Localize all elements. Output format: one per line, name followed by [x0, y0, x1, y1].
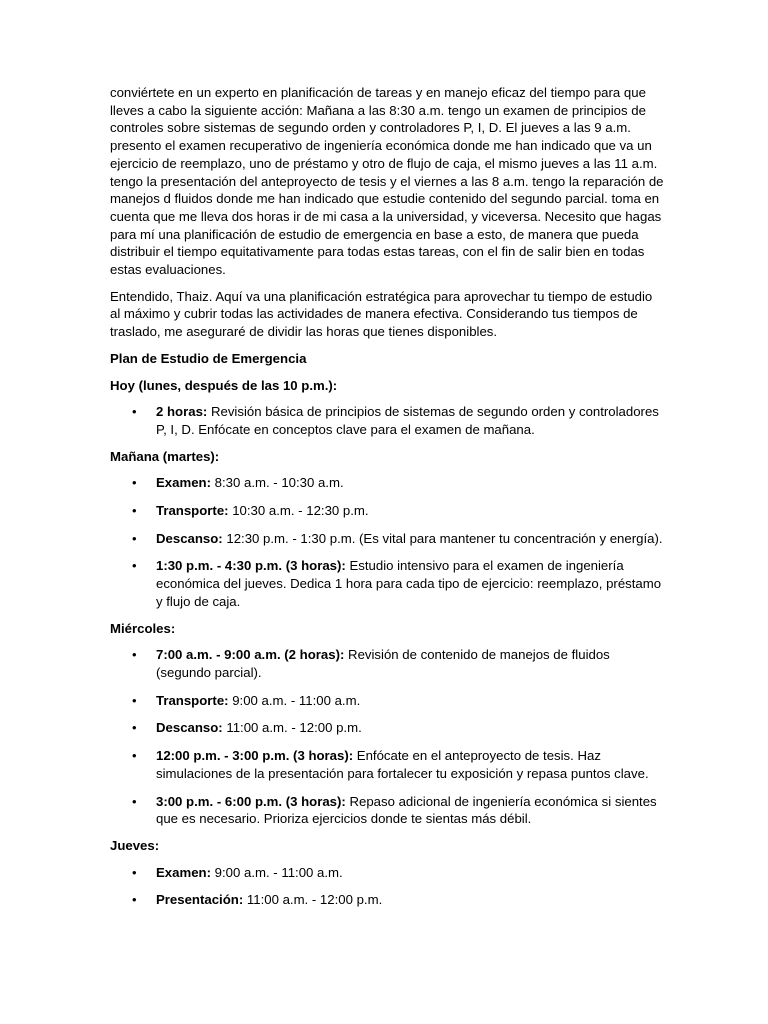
item-text: Revisión básica de principios de sistemas de segundo orden y controladores P, I, D. Enfócate en conceptos clave para el examen de mañana. — [156, 404, 659, 437]
item-label: 12:00 p.m. - 3:00 p.m. (3 horas): — [156, 748, 354, 764]
bullet-icon: • — [132, 692, 137, 708]
section-heading: Jueves: — [110, 837, 160, 853]
list-item — [110, 646, 664, 681]
list-item — [110, 474, 664, 492]
bullet-icon: • — [132, 748, 137, 764]
plan-sections — [110, 377, 664, 909]
item-text: 11:00 a.m. - 12:00 p.m. — [222, 720, 362, 736]
section-heading: Hoy (lunes, después de las 10 p.m.): — [110, 377, 338, 393]
bullet-icon: • — [132, 558, 137, 574]
item-label: 3:00 p.m. - 6:00 p.m. (3 horas): — [156, 793, 346, 809]
bullet-icon: • — [132, 530, 137, 546]
section-list — [110, 474, 664, 610]
list-item — [110, 557, 664, 610]
item-label: 2 horas: — [156, 404, 208, 420]
list-item — [110, 793, 664, 828]
list-item — [110, 719, 664, 737]
bullet-icon: • — [132, 503, 137, 519]
item-text: 10:30 a.m. - 12:30 p.m. — [228, 503, 369, 519]
item-text: Revisión de contenido de manejos de fluidos (segundo parcial). — [156, 647, 610, 680]
section-list — [110, 864, 664, 909]
bullet-icon: • — [132, 720, 137, 736]
item-text: 9:00 a.m. - 11:00 a.m. — [228, 692, 361, 708]
bullet-icon: • — [132, 892, 137, 908]
item-label: Descanso: — [156, 720, 223, 736]
plan-title: Plan de Estudio de Emergencia — [110, 350, 307, 366]
section-heading: Miércoles: — [110, 620, 176, 636]
intro-paragraph: conviértete en un experto en planificación de tareas y en manejo eficaz del tiempo para que lleves a cabo la siguiente acción: Mañana a las 8:30 a.m. tengo un examen de principios de controles sobre sistemas de segundo orden y controladores P, I, D. El jueves a las 9 a.m. presento el examen recuperativo de ingeniería económica donde me han indicado que va un ejercicio de reemplazo, uno de préstamo y otro de flujo de caja, el mismo jueves a las 11 a.m. tengo la presentación del anteproyecto de tesis y el viernes a las 8 a.m. tengo la reparación de manejos d fluidos donde me han indicado que estudie contenido del segundo parcial. toma en cuenta que me lleva dos horas ir de mi casa a la universidad, y viceversa. Necesito que hagas para mí una planificación de estudio de emergencia en base a esto, de manera que pueda distribuir el tiempo equitativamente para todas estas tareas, con el fin de salir bien en todas estas evaluaciones. — [110, 85, 664, 278]
item-label: Examen: — [156, 864, 211, 880]
bullet-icon: • — [132, 647, 137, 663]
response-paragraph: Entendido, Thaiz. Aquí va una planificación estratégica para aprovechar tu tiempo de estudio al máximo y cubrir todas las actividades de manera efectiva. Considerando tus tiempos de traslado, me aseguraré de dividir las horas que tienes disponibles. — [110, 288, 653, 340]
item-text: 12:30 p.m. - 1:30 p.m. (Es vital para mantener tu concentración y energía). — [222, 530, 663, 546]
list-item — [110, 530, 664, 548]
list-item — [110, 864, 664, 882]
item-label: Descanso: — [156, 530, 223, 546]
list-item — [110, 747, 664, 782]
item-label: Transporte: — [156, 503, 229, 519]
list-item — [110, 502, 664, 520]
item-text: Enfócate en el anteproyecto de tesis. Haz simulaciones de la presentación para fortalecer tu exposición y repasa puntos clave. — [156, 748, 649, 781]
item-text: 8:30 a.m. - 10:30 a.m. — [210, 475, 344, 491]
item-text: 9:00 a.m. - 11:00 a.m. — [210, 864, 343, 880]
bullet-icon: • — [132, 404, 137, 420]
item-label: Presentación: — [156, 892, 244, 908]
list-item — [110, 692, 664, 710]
item-label: Examen: — [156, 475, 211, 491]
item-text: 11:00 a.m. - 12:00 p.m. — [243, 892, 383, 908]
bullet-icon: • — [132, 864, 137, 880]
item-label: 7:00 a.m. - 9:00 a.m. (2 horas): — [156, 647, 345, 663]
item-text: Repaso adicional de ingeniería económica si sientes que es necesario. Prioriza ejercicios donde te sientas más débil. — [156, 793, 657, 827]
item-label: 1:30 p.m. - 4:30 p.m. (3 horas): — [156, 558, 346, 574]
section-heading: Mañana (martes): — [110, 448, 220, 464]
item-label: Transporte: — [156, 692, 229, 708]
section-list — [110, 403, 664, 438]
bullet-icon: • — [132, 475, 137, 491]
bullet-icon: • — [132, 793, 137, 809]
list-item — [110, 891, 664, 909]
section-list — [110, 646, 664, 828]
list-item — [110, 403, 664, 438]
item-text: Estudio intensivo para el examen de ingeniería económica del jueves. Dedica 1 hora para cada tipo de ejercicio: reemplazo, préstamo y flujo de caja. — [156, 558, 662, 609]
